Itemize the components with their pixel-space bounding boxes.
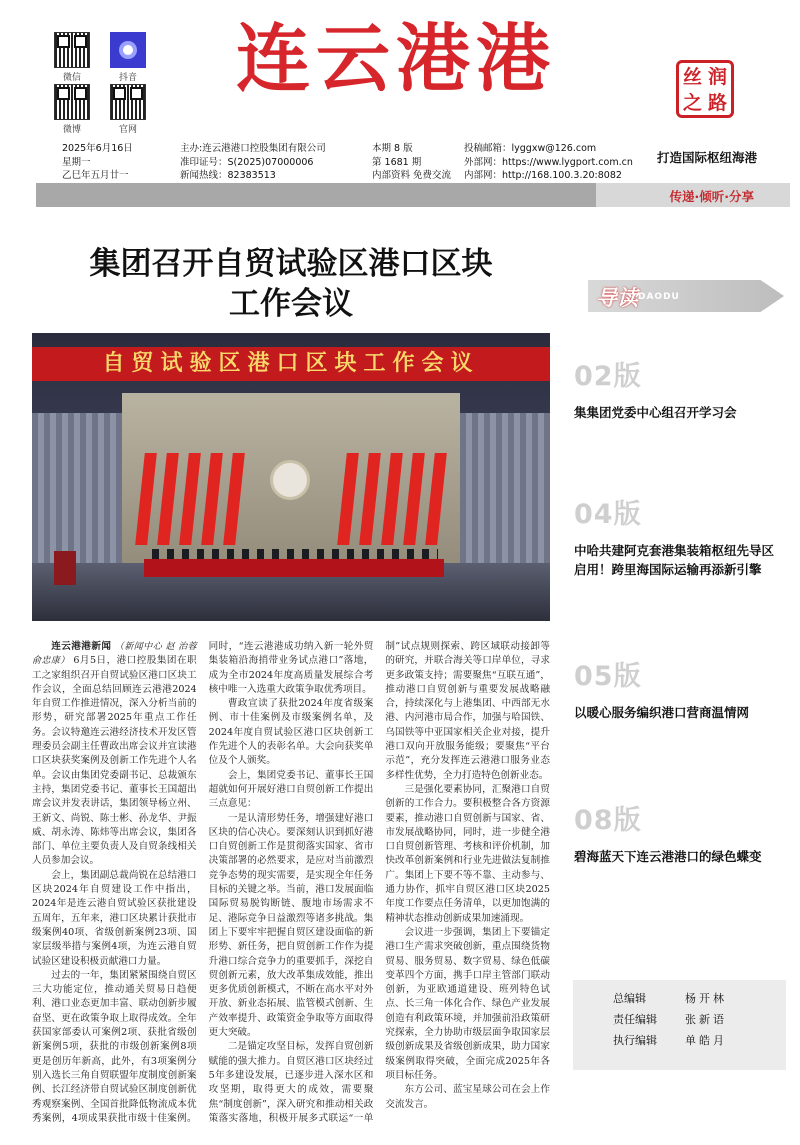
headline-line-2: 工作会议 bbox=[229, 286, 353, 322]
article-paragraph: 会上，集团党委书记、董事长王国超就如何开展好港口自贸创新工作提出三点意见： bbox=[208, 769, 374, 810]
submission-email[interactable]: 投稿邮箱：lyggxw@126.com bbox=[464, 143, 597, 154]
credit-role: 执行编辑 bbox=[613, 1034, 657, 1047]
seal-char: 路 bbox=[707, 92, 727, 114]
article-paragraph: 会上，集团副总裁尚锐在总结港口区块2024年自贸建设工作中指出，2024年是连云港自贸试验区获批建设五周年，五年来，港口区块累计获批市级案例40项、省级创新案例23项、国家层级举措与案例4项，为连云港自贸试验区建设积极贡献港口力量。 bbox=[32, 869, 197, 967]
issue-weekday: 星期一 bbox=[62, 156, 91, 168]
article-paragraph: 曹政宣读了获批2024年度省级案例、市十佳案例及市级案例名单，及2024年度自贸试验区港口区块创新工作先进个人的表彰名单。大会向获奖单位及个人颁奖。 bbox=[208, 698, 374, 767]
toc-item[interactable] bbox=[574, 362, 784, 423]
toc-item[interactable] bbox=[574, 662, 784, 723]
toc-item[interactable] bbox=[574, 806, 784, 867]
credit-name: 单皓月 bbox=[685, 1034, 727, 1047]
qr-douyin-label: 抖音 bbox=[118, 73, 137, 83]
toc-page-number: 04版 bbox=[574, 499, 642, 530]
douyin-icon bbox=[110, 32, 146, 68]
article-body bbox=[32, 640, 550, 1132]
toc-title[interactable]: 集集团党委中心组召开学习会 bbox=[574, 405, 737, 420]
issue-number-block bbox=[372, 142, 451, 183]
credit-row bbox=[613, 1009, 786, 1030]
seal-char: 丝 bbox=[682, 66, 702, 88]
permit-number: 准印证号：S(2025)07000006 bbox=[180, 156, 314, 168]
qr-wechat-label: 微信 bbox=[62, 73, 81, 83]
qr-wechat[interactable] bbox=[52, 32, 92, 83]
qr-website[interactable] bbox=[108, 84, 148, 135]
company-emblem bbox=[270, 460, 310, 500]
toc-page-number: 05版 bbox=[574, 661, 642, 692]
paragraph-text: 6月5日，港口控股集团在职工之家组织召开自贸试验区港口区块工作会议，全面总结回顾连云港港2024年自贸工作推进情况，深入分析当前的形势，研究部署2025年重点工作任务。会议特邀连云港经济技术开发区管理委员会副主任曹政出席会议并宣读港口区块获奖案例及创新工作先进个人名单。会议由集团党委副书记、总裁颁东主持，集团党委书记、董事长王国超出席会议并发表讲话，集团领导杨立州、王新文、尚锐、陈士彬、孙龙华、尹振威、胡永涛、陈炜等出席会议，集团各部门、单位主要负责人及自贸条线相关人员参加会议。 bbox=[32, 655, 197, 867]
qr-weibo[interactable] bbox=[52, 84, 92, 135]
article-paragraph bbox=[32, 640, 197, 869]
byline: （新闻中心 赵 治蓉 俞忠康） bbox=[32, 642, 197, 667]
issue-number: 第 1681 期 bbox=[372, 156, 422, 168]
meeting-photo bbox=[32, 333, 550, 621]
guide-header bbox=[588, 280, 784, 312]
distribution-note: 内部资料 免费交流 bbox=[372, 170, 452, 181]
wechat-qr-icon bbox=[54, 32, 90, 68]
rule-bar-dark bbox=[36, 183, 596, 207]
seal-char: 润 bbox=[707, 66, 727, 88]
issue-lunar-date: 乙巳年五月廿一 bbox=[62, 170, 129, 181]
credit-name: 张新语 bbox=[685, 1013, 727, 1026]
seal-char: 之 bbox=[682, 92, 702, 114]
qr-website-label: 官网 bbox=[118, 125, 137, 135]
credit-name: 杨开林 bbox=[685, 992, 727, 1005]
issue-date: 2025年6月16日 bbox=[62, 143, 133, 154]
internal-website[interactable]: 内部网：http://168.100.3.20:8082 bbox=[464, 170, 622, 181]
article-paragraph: 二是锚定攻坚目标，发挥自贸创新赋能的强大推力。自贸区港口区块经过5年多建设发展，已逐步进入深水区和攻坚期，取得更大的成效，需要聚焦“制度创新”，深入研究和推动相关政策落实落地，积极开展多式联运“一单制”试点规则探索、跨区域联动接卸等的研究，并联合海关等口岸单位，寻求更多政策支持；需要聚焦“互联互通”，推动港口自贸创新与重要发展战略融合，持续深化与上港集团、中西部无水港、内河港市局合作，加强与哈国铁、乌国铁等中亚国家相关企业对接，提升港口双向开放服务能级；要聚焦“平台示范”，充分发挥连云港港口服务业态多样性优势，全力打造特色创新业态。 bbox=[208, 641, 550, 1124]
seated-officials bbox=[152, 549, 438, 559]
credit-role: 责任编辑 bbox=[613, 1013, 657, 1026]
article-paragraph: 一是认清形势任务，增强建好港口区块的信心决心。要深刻认识到抓好港口自贸创新工作是贯彻落实国家、省市决策部署的必然要求，是应对当前激烈竞争态势的现实需要，是实现全年任务目标的关键之举。当前，港口发展面临国际贸易脱钩断链、腹地市场需求不足、港际竞争日益激烈等诸多挑战。集团上下要牢牢把握自贸区建设面临的新形势、新任务，把自贸创新工作作为提升港口综合竞争力的重要抓手，深挖自贸创新元素，放大改革集成效能，推出更多优质创新模式，不断在高水平对外开放、新业态拓展、监管模式创新、生产效率提升、政策资金争取等方面取得更大突破。 bbox=[208, 812, 374, 1039]
photo-banner: 自贸试验区港口区块工作会议 bbox=[32, 347, 550, 381]
credit-row bbox=[613, 1030, 786, 1051]
article-paragraph: 东方公司、蓝宝星球公司在会上作交流发言。 bbox=[385, 1084, 550, 1110]
tagline: 传递·倾听·分享 bbox=[669, 189, 754, 204]
website-qr-icon bbox=[110, 84, 146, 120]
speaker-podium bbox=[54, 551, 76, 585]
qr-weibo-label: 微博 bbox=[62, 125, 81, 135]
rostrum-table bbox=[144, 559, 444, 577]
curtain-right bbox=[460, 413, 550, 563]
toc-page-number: 08版 bbox=[574, 805, 642, 836]
contact-block bbox=[464, 142, 633, 183]
credit-row bbox=[613, 988, 786, 1009]
silk-road-seal-logo bbox=[676, 60, 734, 118]
article-paragraph: 会议进一步强调，集团上下要锚定港口生产需求突破创新，重点围绕货物贸易、服务贸易、数字贸易、绿色低碳变革四个方面，携手口岸主管部门联动创新，为亚欧通道建设、班列特色试点、长三角一体化合作、绿色产业发展创造有利政策环境，并加强前沿政策研究探索，全力协助市级层面争取国家层级创新成果及省级创新成果，助力国家级案例取得突破，全面完成2025年各项目标任务。 bbox=[385, 926, 550, 1081]
editor-credits bbox=[573, 980, 786, 1070]
article-headline[interactable] bbox=[32, 244, 550, 324]
curtain-left bbox=[32, 413, 122, 563]
guide-label-en: DAODU bbox=[638, 292, 680, 302]
slogan: 打造国际枢纽海港 bbox=[657, 150, 758, 165]
issue-date-block bbox=[62, 142, 133, 183]
article-paragraph: 三是强化要素协同，汇聚港口自贸创新的工作合力。要积极整合各方资源要素，推动港口自贸创新与国家、省、市发展战略协同，同时，进一步健全港口自贸创新管理、考核和评价机制，加快改革创新案例和行业先进做法复制推广。集团上下要不等不靠、主动参与、通力协作，抓牢自贸区港口区块2025年度工作要点任务清单，以更加饱满的精神状态推动创新成果加速涌现。 bbox=[385, 783, 550, 924]
qr-douyin[interactable] bbox=[108, 32, 148, 83]
toc-title[interactable]: 碧海蓝天下连云港港口的绿色蝶变 bbox=[574, 849, 762, 864]
guide-label: 导读 bbox=[596, 286, 638, 310]
sponsor: 主办:连云港港口控股集团有限公司 bbox=[180, 143, 326, 154]
page-count: 本期 8 版 bbox=[372, 143, 413, 154]
publisher-block bbox=[180, 142, 326, 183]
headline-line-1: 集团召开自贸试验区港口区块 bbox=[89, 246, 493, 282]
news-hotline: 新闻热线：82383513 bbox=[180, 170, 276, 181]
toc-title[interactable]: 以暖心服务编织港口营商温情网 bbox=[574, 705, 750, 720]
credit-role: 总编辑 bbox=[613, 992, 646, 1005]
weibo-qr-icon bbox=[54, 84, 90, 120]
toc-item[interactable] bbox=[574, 500, 784, 579]
toc-title[interactable]: 中哈共建阿克套港集装箱枢纽先导区启用！跨里海国际运输再添新引擎 bbox=[574, 543, 775, 577]
masthead-rule-bar bbox=[36, 183, 790, 207]
article-paragraph: 过去的一年，集团紧紧围绕自贸区三大功能定位，推动通关贸易日趋便利、港口业态更加丰富、联动创新步履奋坚、更在政策争取上取得成效。全年获国家部委认可案例2项、获批省级创新案例5项，获批的市级创新案例8项更是创历年新高，此外，有3项案例分别入选长三角自贸联盟年度制度创新案例、长江经济带自贸试验区制度创新优秀观察案例、全国首批降低物流成本优秀案例，4项成果获批市级十佳案例。同时，“连云港港成功纳入新一轮外贸集装箱沿海捎带业务试点港口”落地，成为全市2024年度高质量发展综合考核中唯一入选重大政策争取优秀项目。 bbox=[32, 641, 374, 1124]
external-website[interactable]: 外部网：https://www.lygport.com.cn bbox=[464, 156, 633, 168]
toc-page-number: 02版 bbox=[574, 361, 642, 392]
news-source: 连云港港新闻 bbox=[51, 641, 112, 652]
newspaper-title: 连云港港 bbox=[236, 16, 556, 102]
